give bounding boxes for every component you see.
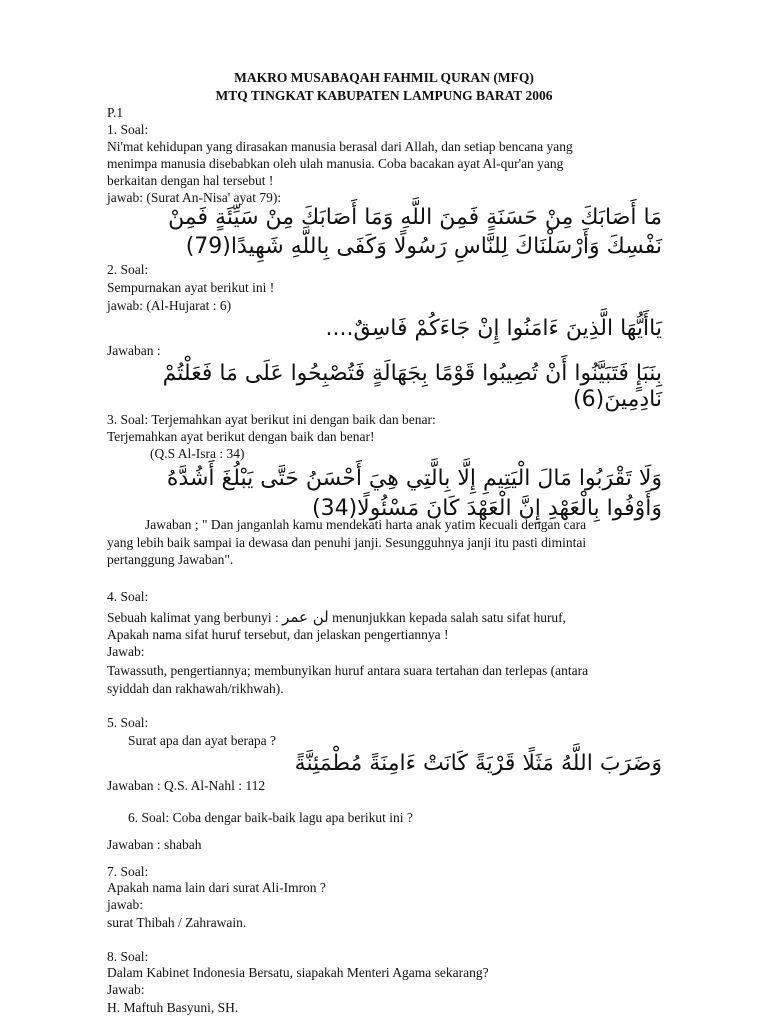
q4-heading: 4. Soal:: [107, 589, 149, 604]
q2-jawaban-label: Jawaban :: [107, 343, 161, 358]
q5-heading: 5. Soal:: [107, 715, 149, 730]
q8-answer-label: Jawab:: [107, 982, 145, 997]
q4-answer-label: Jawab:: [107, 644, 145, 659]
q4-answer: Tawassuth, pengertiannya; membunyikan huruf antara suara tertahan dan terlepas (antara: [107, 663, 589, 678]
q1-text: Ni'mat kehidupan yang dirasakan manusia berasal dari Allah, dan setiap bencana yang: [107, 139, 573, 154]
q8-text: Dalam Kabinet Indonesia Bersatu, siapakah Menteri Agama sekarang?: [107, 965, 489, 980]
q2-text: Sempurnakan ayat berikut ini !: [107, 280, 275, 295]
q2-answer-label: jawab: (Al-Hujarat : 6): [107, 298, 232, 313]
q2-heading: 2. Soal:: [107, 262, 149, 277]
q4-arabic-inline: لن عمر: [282, 608, 329, 626]
q4-text-before: Sebuah kalimat yang berbunyi :: [107, 610, 279, 625]
q8-heading: 8. Soal:: [107, 949, 149, 964]
document-title: MAKRO MUSABAQAH FAHMIL QURAN (MFQ): [234, 70, 534, 85]
q7-answer-label: jawab:: [107, 897, 143, 912]
q1-arabic: مَا أَصَابَكَ مِنْ حَسَنَةٍ فَمِنَ اللَّهِ وَمَا أَصَابَكَ مِنْ سَيِّئَةٍ فَمِنْ: [168, 205, 662, 230]
q1-text: berkaitan dengan hal tersebut !: [107, 173, 274, 188]
q7-answer: surat Thibah / Zahrawain.: [107, 915, 247, 930]
q4-answer: syiddah dan rakhawah/rikhwah).: [107, 681, 284, 696]
q4-text: [107, 609, 566, 626]
q6-heading: 6. Soal: Coba dengar baik-baik lagu apa berikut ini ?: [128, 810, 413, 825]
q1-heading: 1. Soal:: [107, 122, 149, 137]
q1-answer-label: jawab: (Surat An-Nisa' ayat 79):: [107, 190, 282, 205]
q3-heading: 3. Soal: Terjemahkan ayat berikut ini dengan baik dan benar:: [107, 412, 436, 427]
q5-arabic: وَضَرَبَ اللَّهُ مَثَلًا قَرْيَةً كَانَتْ ءَامِنَةً مُطْمَئِنَّةً: [294, 751, 662, 776]
q3-answer: Jawaban ; " Dan janganlah kamu mendekati harta anak yatim kecuali dengan cara: [145, 517, 587, 532]
q1-text: menimpa manusia disebabkan oleh ulah manusia. Coba bacakan ayat Al-qur'an yang: [107, 156, 564, 171]
q3-text: Terjemahkan ayat berikut dengan baik dan benar!: [107, 429, 375, 444]
q8-answer: H. Maftuh Basyuni, SH.: [107, 1000, 239, 1015]
q1-arabic: نَفْسِكَ وَأَرْسَلْنَاكَ لِلنَّاسِ رَسُولًا وَكَفَى بِاللَّهِ شَهِيدًا(79): [185, 234, 662, 259]
q4-text2: Apakah nama sifat huruf tersebut, dan jelaskan pengertiannya !: [107, 627, 449, 642]
q3-reference: (Q.S Al-Isra : 34): [150, 446, 245, 461]
document-subtitle: MTQ TINGKAT KABUPATEN LAMPUNG BARAT 2006: [215, 88, 553, 103]
q5-answer: Jawaban : Q.S. Al-Nahl : 112: [107, 778, 266, 793]
q7-text: Apakah nama lain dari surat Ali-Imron ?: [107, 880, 326, 895]
q3-answer: yang lebih baik sampai ia dewasa dan penuhi janji. Sesungguhnya janji itu pasti dimintai: [107, 535, 587, 550]
q6-answer: Jawaban : shabah: [107, 837, 202, 852]
q2-arabic-question: يَاأَيُّهَا الَّذِينَ ءَامَنُوا إِنْ جَاءَكُمْ فَاسِقٌ....: [325, 316, 662, 341]
q4-text-after: menunjukkan kepada salah satu sifat huruf,: [332, 610, 567, 625]
q2-arabic-answer: نَادِمِينَ(6): [573, 387, 662, 412]
q3-arabic: وَأَوْفُوا بِالْعَهْدِ إِنَّ الْعَهْدَ كَانَ مَسْئُولًا(34): [311, 496, 662, 521]
q5-text: Surat apa dan ayat berapa ?: [128, 733, 277, 748]
q7-heading: 7. Soal:: [107, 864, 149, 879]
q3-answer: pertanggung Jawaban".: [107, 552, 234, 567]
q3-arabic: وَلَا تَقْرَبُوا مَالَ الْيَتِيمِ إِلَّا بِالَّتِي هِيَ أَحْسَنُ حَتَّى يَبْلُغَ أَشُدَّهُ: [166, 466, 662, 491]
q2-arabic-answer: بِنَبَإٍ فَتَبَيَّنُوا أَنْ تُصِيبُوا قَوْمًا بِجَهَالَةٍ فَتُصْبِحُوا عَلَى مَا فَعَلْتُمْ: [162, 361, 662, 386]
page-label: P.1: [107, 105, 124, 120]
